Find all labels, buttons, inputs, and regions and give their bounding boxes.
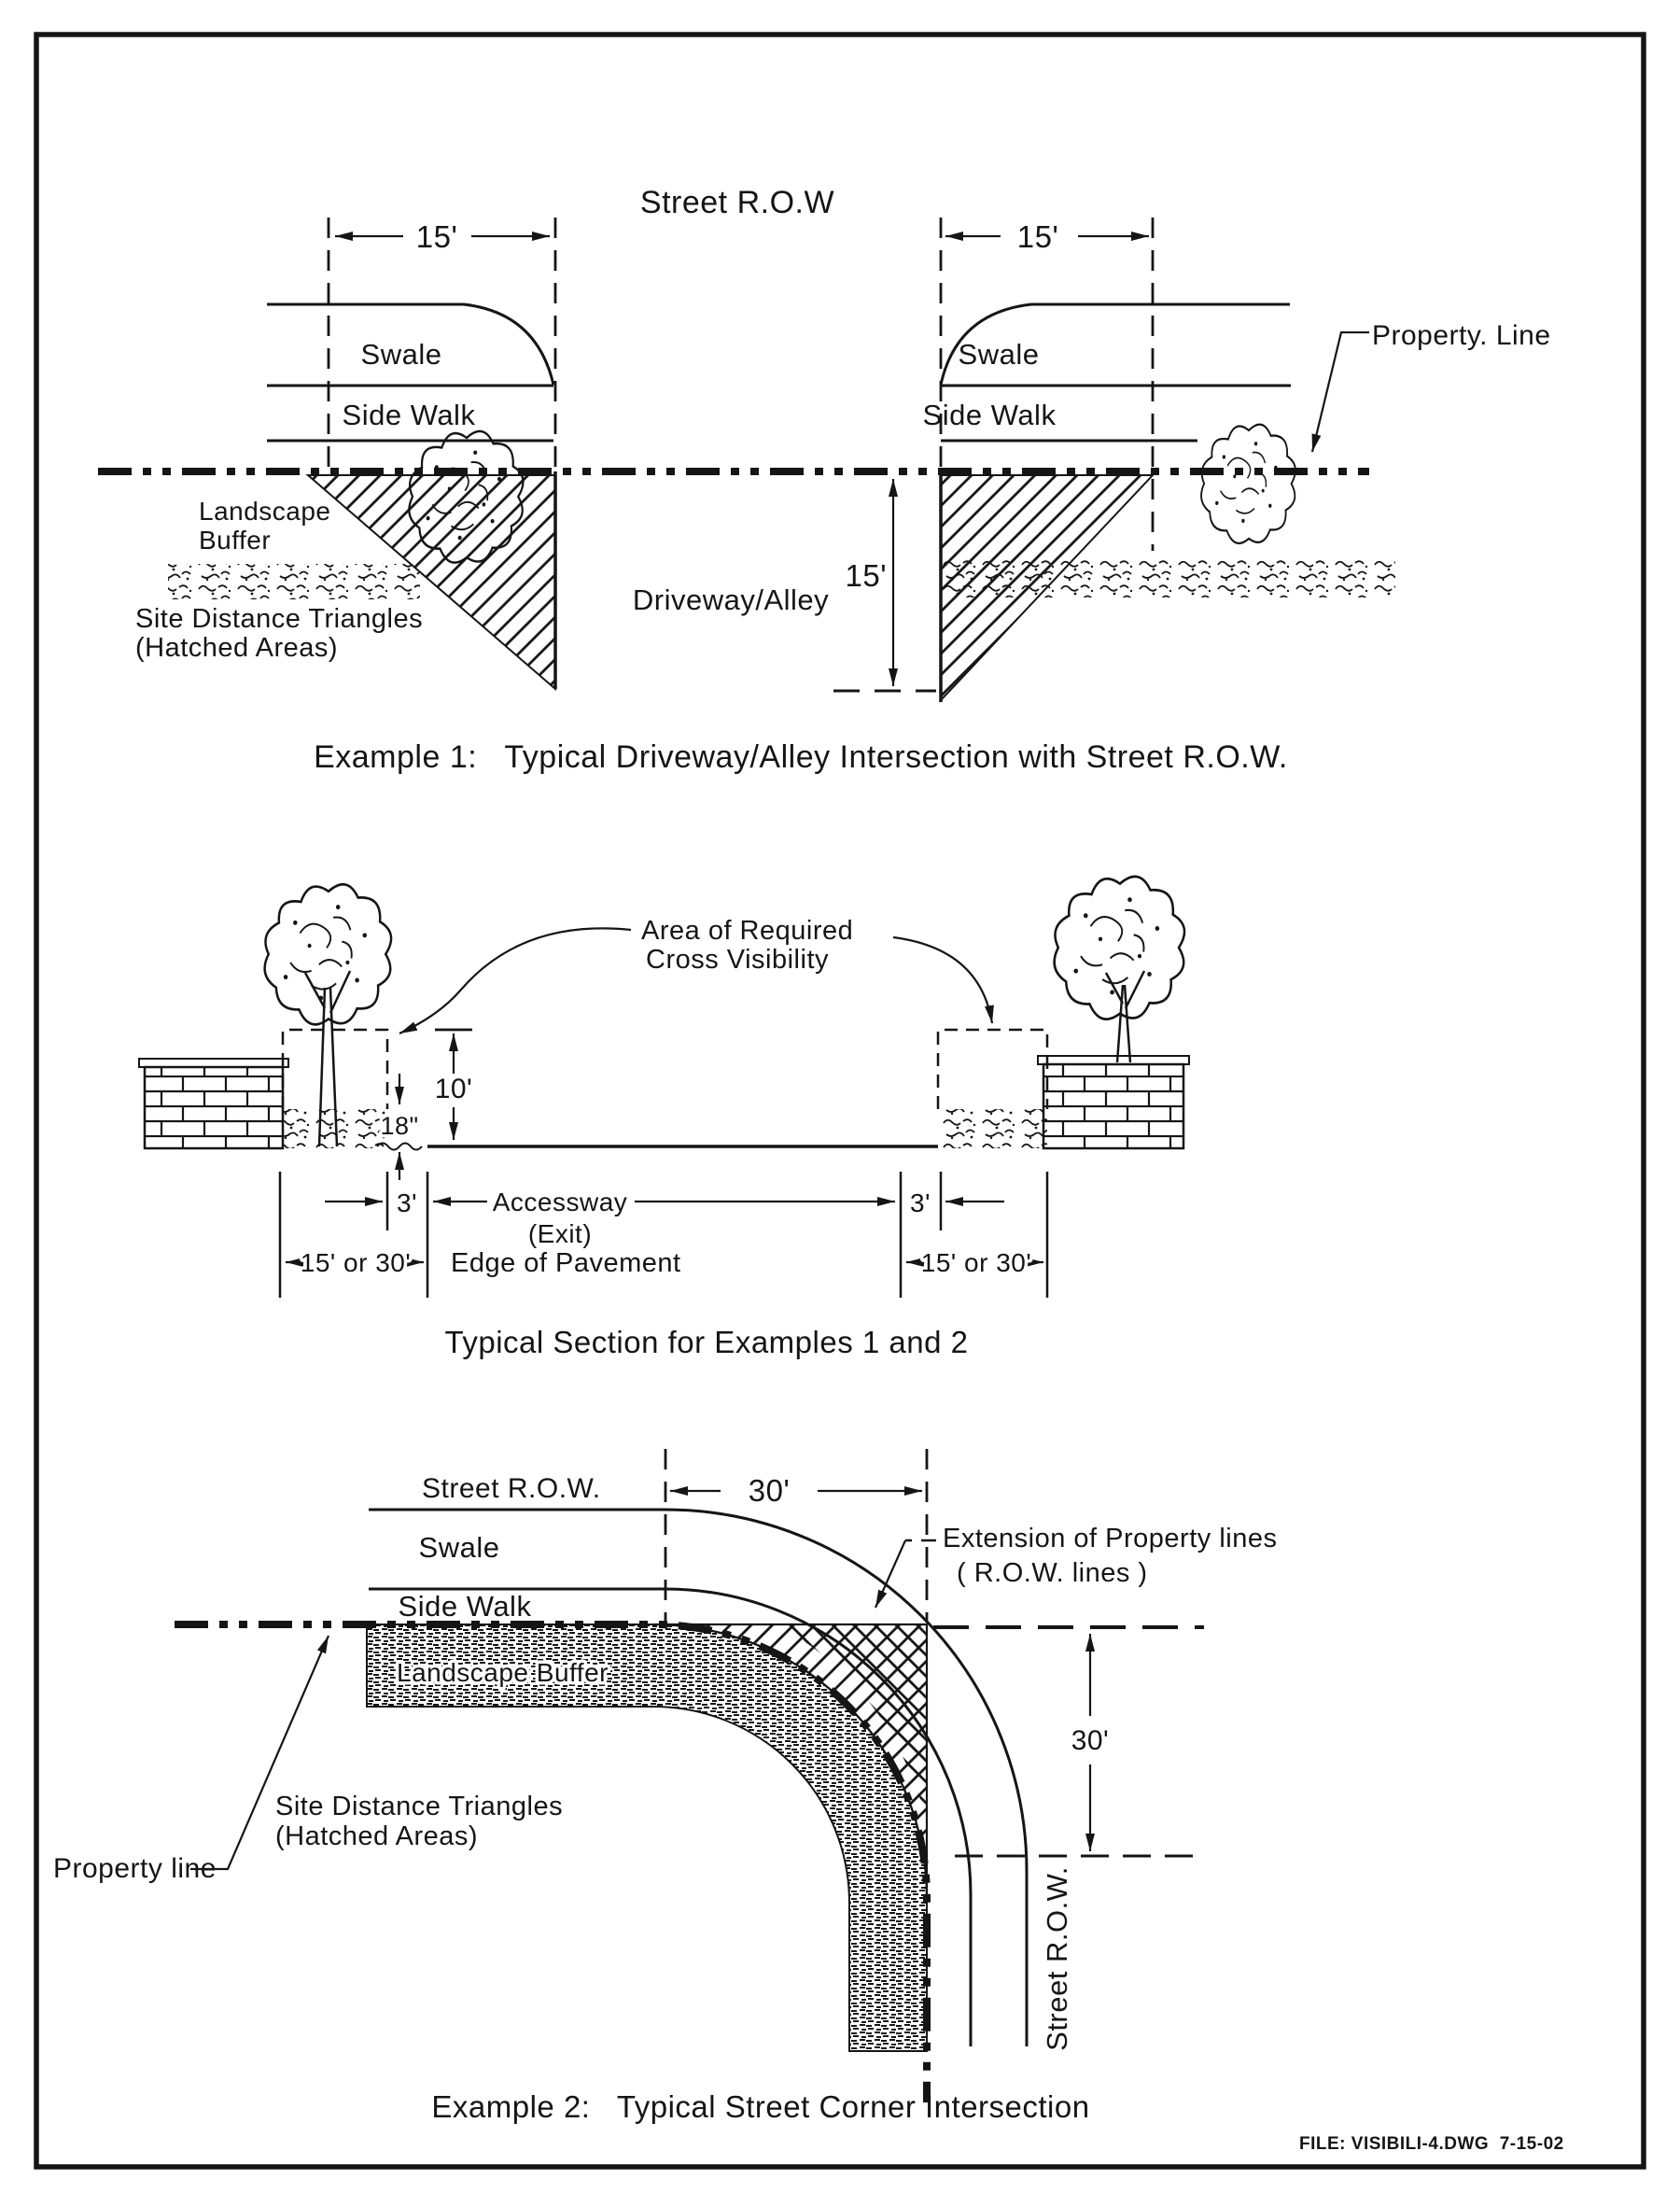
dim-15-right-label: 15' (1016, 219, 1059, 254)
wall-cap-left (139, 1059, 288, 1067)
tree-canopy-icon (265, 884, 391, 1024)
site-triangles-label-1: Site Distance Triangles (135, 604, 424, 634)
corner-dashed-lines (665, 1449, 927, 1623)
street-row-title: Street R.O.W (639, 185, 835, 220)
dim-3-left-label: 3' (397, 1188, 417, 1217)
property-line-label: Property line (53, 1853, 217, 1884)
dim-15-30-left-label: 15' or 30' (300, 1248, 412, 1277)
sidewalk-right-label: Side Walk (922, 399, 1057, 431)
street-row-top-label: Street R.O.W. (422, 1473, 601, 1504)
groundcover-band-left (168, 564, 420, 599)
dim-18-label: 18" (380, 1112, 419, 1140)
dim-30-right-label: 30' (1071, 1725, 1110, 1756)
shrub-icon (1201, 425, 1295, 543)
file-note: FILE: VISIBILI-4.DWG 7-15-02 (1299, 2134, 1564, 2154)
street-row-vertical-label: Street R.O.W. (1041, 1866, 1073, 2051)
example2-caption: Example 2: Typical Street Corner Intersection (431, 2089, 1090, 2124)
site-triangles-label-2: (Hatched Areas) (135, 633, 339, 663)
property-line-label: Property. Line (1372, 320, 1551, 351)
swale-right-label: Swale (958, 338, 1040, 371)
brick-wall-right (1043, 1064, 1183, 1148)
accessway-exit-label: (Exit) (527, 1219, 593, 1248)
accessway-label: Accessway (492, 1188, 628, 1216)
dimension-ticks (280, 1172, 1047, 1298)
sidewalk-left-label: Side Walk (342, 399, 476, 431)
landscape-buffer-label: Landscape Buffer (397, 1658, 609, 1687)
swale-label: Swale (418, 1531, 500, 1564)
dim-15-left-label: 15' (415, 219, 458, 254)
edge-of-pavement-label: Edge of Pavement (451, 1248, 681, 1278)
typical-section-caption: Typical Section for Examples 1 and 2 (444, 1325, 969, 1359)
example2-diagram (53, 1449, 1277, 2124)
property-line-leader (1312, 332, 1369, 452)
extension-label-2: ( R.O.W. lines ) (957, 1558, 1148, 1588)
dim-15-30-right-label: 15' or 30' (920, 1248, 1032, 1277)
cross-visibility-label-1: Area of Required (641, 916, 854, 946)
visibility-box-right (938, 1030, 1047, 1109)
cross-visibility-leader-right (893, 937, 992, 1023)
cross-visibility-label-2: Cross Visibility (646, 945, 830, 975)
swale-left-label: Swale (360, 338, 442, 371)
extension-label-1: Extension of Property lines (943, 1524, 1278, 1553)
example1-caption: Example 1: Typical Driveway/Alley Intersection with Street R.O.W. (314, 739, 1288, 775)
site-triangles-label-2: (Hatched Areas) (275, 1821, 479, 1851)
cross-visibility-leader-left (399, 928, 631, 1033)
dim-3-right-label: 3' (910, 1188, 931, 1217)
site-triangles-label-1: Site Distance Triangles (275, 1792, 564, 1821)
driveway-alley-label: Driveway/Alley (632, 583, 830, 616)
dim-15-vertical-label: 15' (845, 558, 887, 593)
groundcover-band-right (943, 558, 1395, 597)
groundcover-right (938, 1109, 1047, 1148)
landscape-buffer-label-2: Buffer (199, 526, 272, 555)
sidewalk-label: Side Walk (398, 1590, 532, 1623)
example1-diagram (98, 185, 1551, 775)
dim-10-label: 10' (434, 1074, 473, 1104)
typical-section-diagram (139, 877, 1189, 1359)
dim-30-top-label: 30' (748, 1473, 791, 1508)
landscape-buffer-label-1: Landscape (199, 497, 331, 526)
brick-wall-left (145, 1067, 283, 1148)
wall-cap-right (1038, 1056, 1189, 1064)
